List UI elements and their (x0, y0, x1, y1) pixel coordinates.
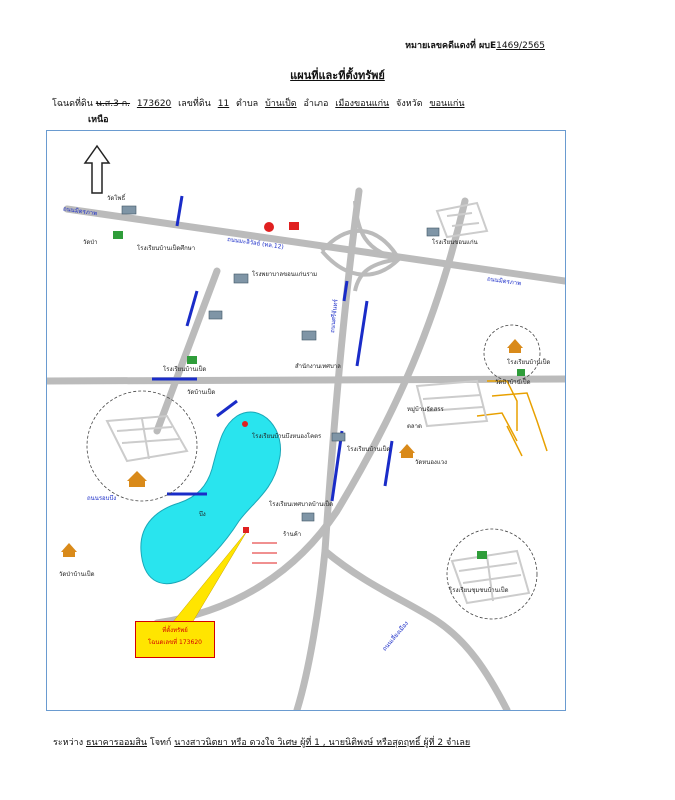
deed-info-line (52, 96, 469, 110)
map-drawing (47, 131, 565, 710)
plaintiff-role: โจทก์ (149, 738, 172, 748)
defendant-names: นางสาวนิตยา หรือ ดวงใจ วิเศษ ผู้ที่ 1 , นายนิติพงษ์ หรือสุดฤทธิ์ ผู้ที่ 2 จำเลย (174, 738, 471, 748)
province: ขอนแก่น (429, 99, 465, 109)
map-label-market: ตลาด (407, 423, 422, 430)
property-box-line2: โฉนดเลขที่ 173620 (148, 639, 202, 646)
map-label-wat-lower-left: วัดป่าบ้านเป็ด (59, 571, 95, 578)
province-label: จังหวัด (396, 99, 423, 109)
map-label-school-left: โรงเรียนบ้านเป็ด (163, 366, 207, 373)
deed-type-struck: น.ส.3 ก. (95, 99, 131, 109)
district-label: อำเภอ (303, 99, 329, 109)
parties-line (53, 735, 470, 749)
map-label-wat-banped: วัดบ้านเป็ด (187, 389, 216, 396)
road-label-6: ถนนศรีจันทร์ (329, 298, 340, 334)
road-label-3: ถนนมิตรภาพ (486, 275, 522, 288)
district: เมืองขอนแก่น (335, 99, 390, 109)
subdistrict-label: ตำบล (236, 99, 259, 109)
map-label-school-lake: โรงเรียนบ้านบึงหนองโคตร (252, 433, 322, 440)
land-no: 11 (217, 99, 230, 109)
map-label-school-right: โรงเรียนบ้านเป็ด (507, 359, 551, 366)
case-number-value: 1469/2565 (496, 41, 545, 51)
map-label-wat-nongwaeng: วัดหนองแวง (415, 459, 448, 466)
road-label-1: ถนนมิตรภาพ (62, 205, 98, 218)
north-label: เหนือ (88, 115, 109, 125)
map-label-school-kkn: โรงเรียนขอนแก่น (432, 239, 478, 246)
road-bypass (325, 551, 507, 710)
between-label: ระหว่าง (53, 738, 84, 748)
page-title: แผนที่และที่ตั้งทรัพย์ (290, 69, 385, 82)
map-label-wat-top: วัดโพธิ์ (107, 195, 126, 202)
road-label-5: ถนนเลี่ยงเมือง (381, 620, 411, 653)
plaintiff-name: ธนาคารออมสิน (85, 738, 147, 748)
map-label-temple-left: วัดป่า (83, 239, 98, 246)
subdistrict: บ้านเป็ด (265, 99, 297, 109)
map-label-lake: บึง (199, 511, 206, 518)
deed-number: 173620 (136, 99, 172, 109)
road-left-diag (157, 271, 217, 431)
case-number (405, 38, 545, 52)
map-label-office: สำนักงานเทศบาล (295, 363, 341, 370)
map-label-school-main: โรงเรียนบ้านเป็ด (347, 446, 391, 453)
map-label-temple-right: วัดป่าบ้านเป็ด (495, 379, 531, 386)
map-label-hospital: โรงพยาบาลขอนแก่นราม (252, 271, 318, 278)
map-label-school-banped: โรงเรียนบ้านเป็ดศึกษา (137, 245, 196, 252)
property-box-line1: ที่ตั้งทรัพย์ (162, 627, 188, 634)
case-number-label: หมายเลขคดีแดงที่ ผบE (405, 41, 497, 51)
north-arrow-icon (85, 146, 109, 193)
road-label-4: ถนนรอบบึง (87, 495, 117, 502)
road-label-2: ถนนมะลิวัลย์ (ทล.12) (226, 236, 285, 251)
deed-label: โฉนดที่ดิน (52, 99, 93, 109)
map-label-shop: ร้านค้า (283, 531, 302, 538)
streets-orange (477, 381, 547, 456)
map-label-village-right: หมู่บ้านจัดสรร (407, 406, 444, 413)
land-no-label: เลขที่ดิน (178, 99, 211, 109)
property-location-box (135, 621, 215, 658)
map-label-sale-school: โรงเรียนเทศบาลบ้านเป็ด (269, 501, 333, 508)
location-map (46, 130, 566, 711)
map-label-school-bottom-right: โรงเรียนชุมชนบ้านเป็ด (449, 587, 509, 594)
